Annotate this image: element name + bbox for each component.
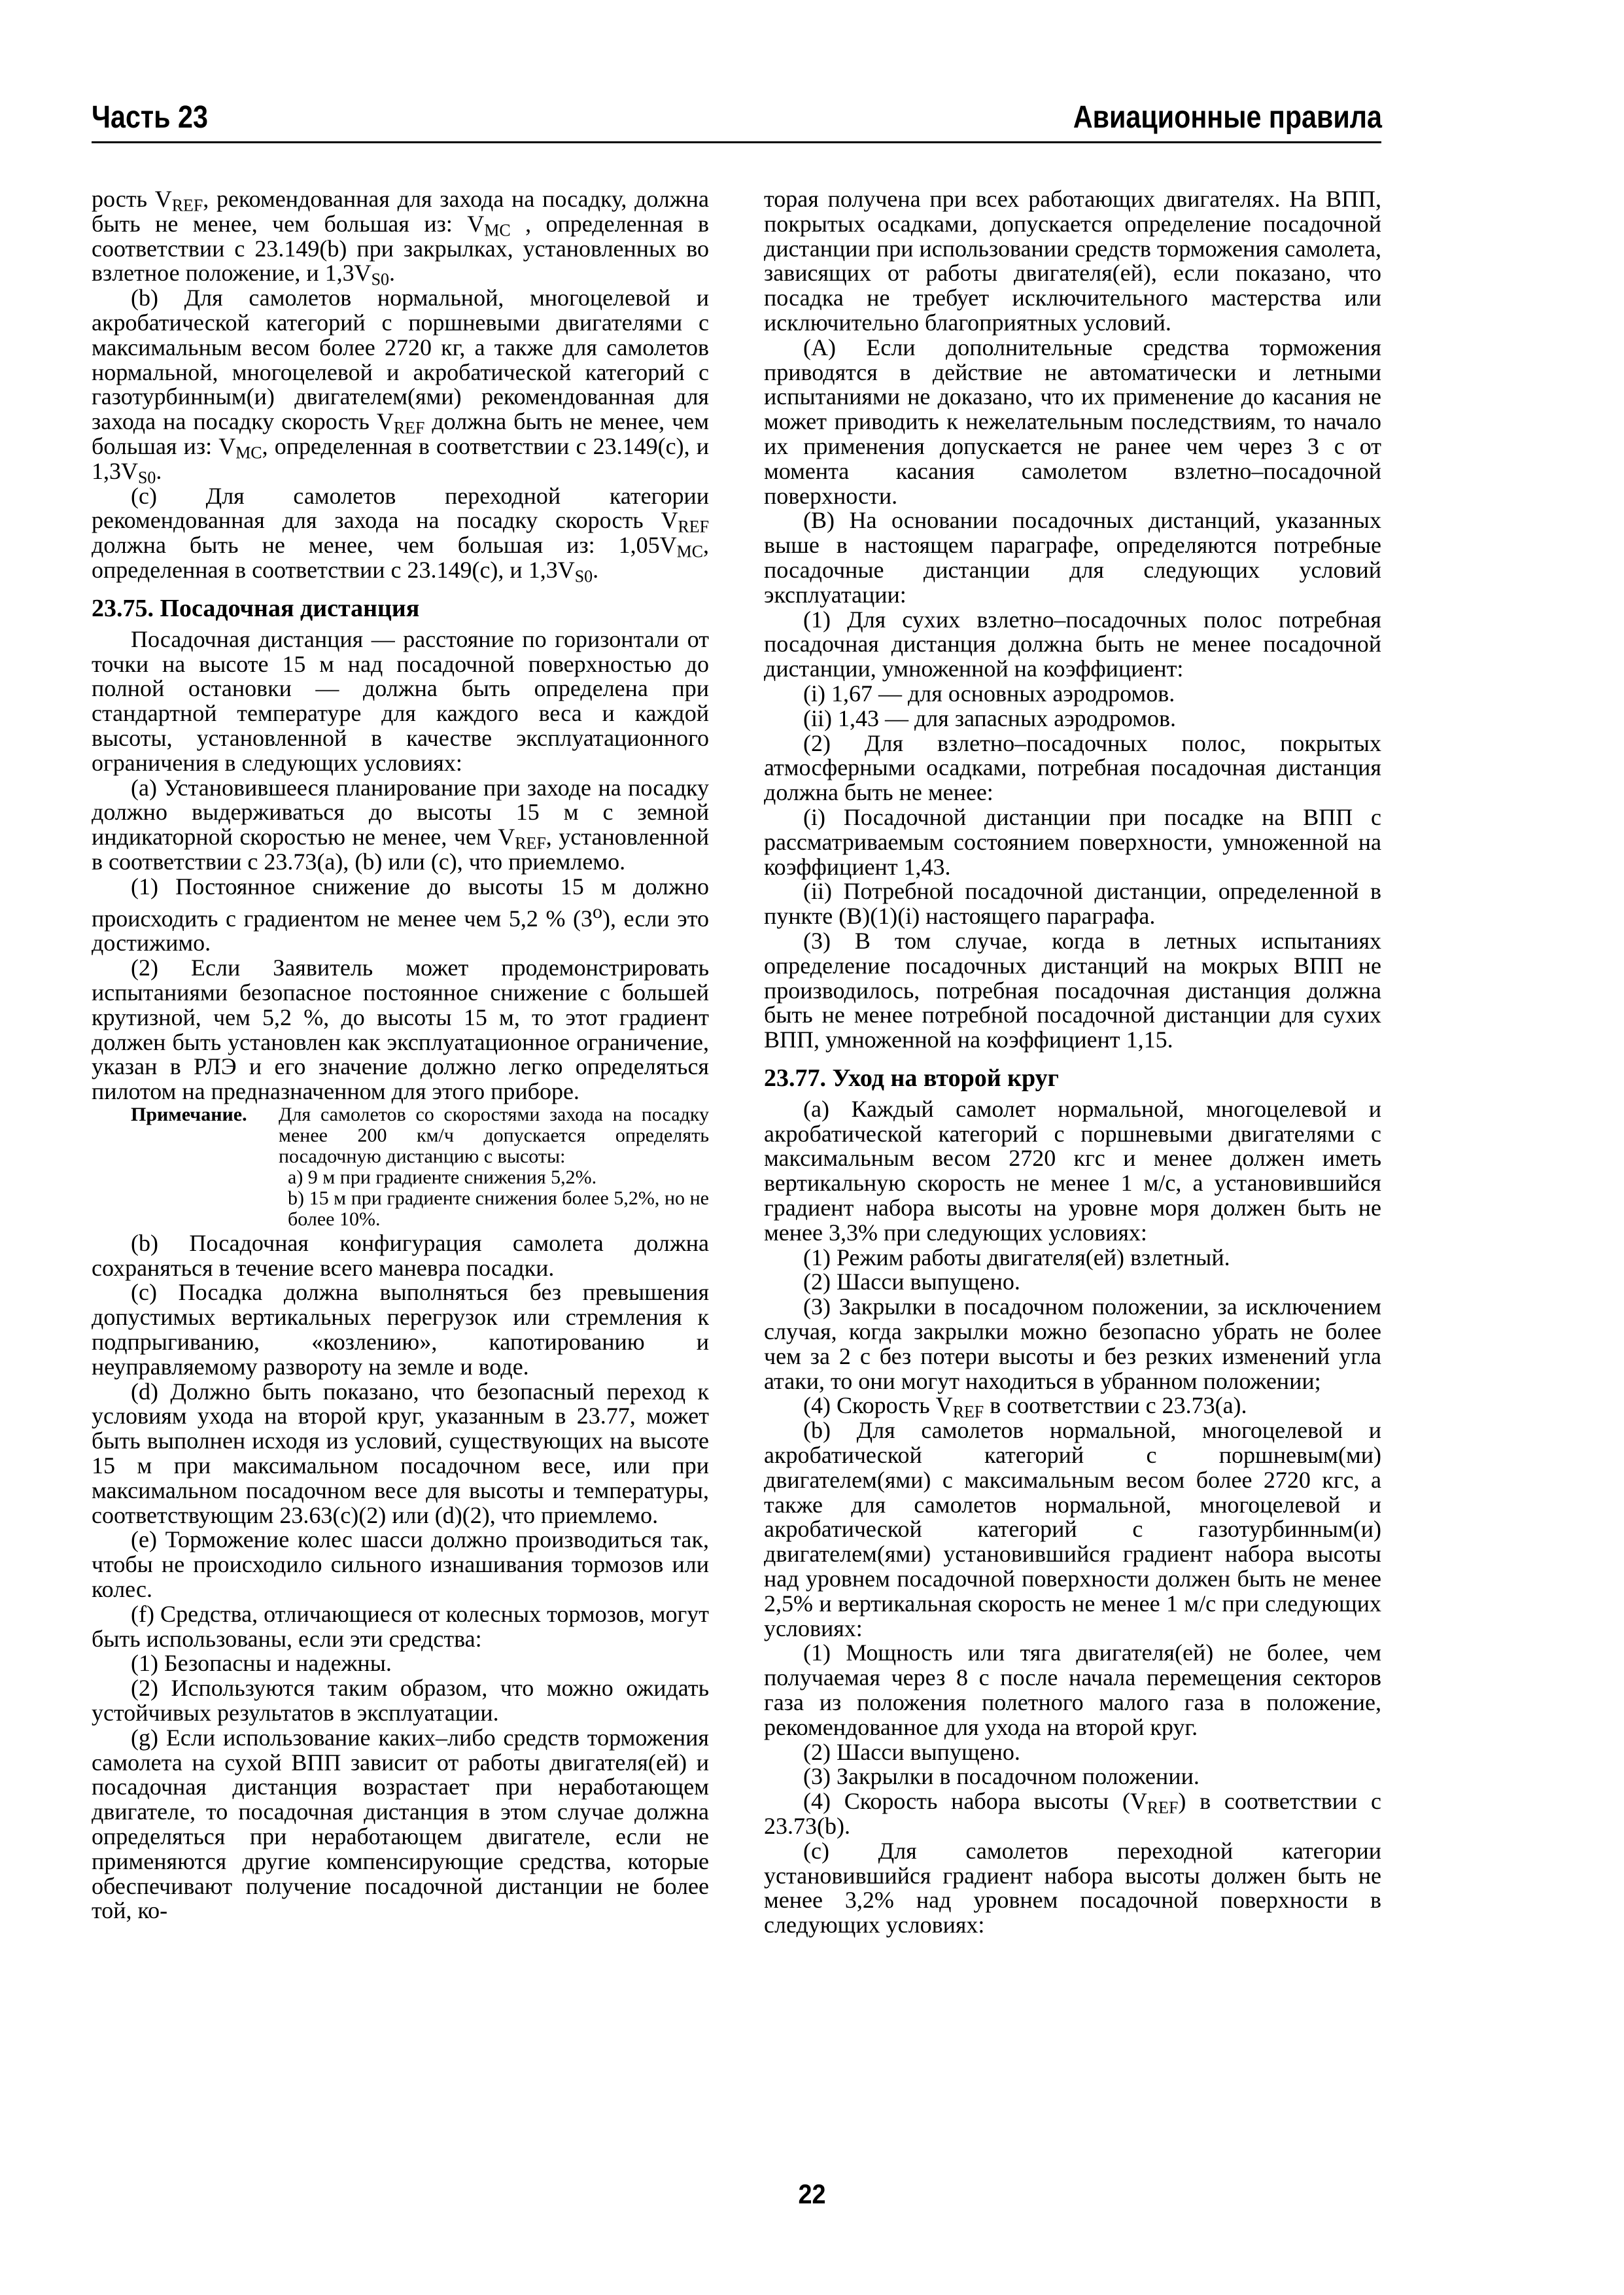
paragraph: (f) Средства, отличающиеся от колесных тормозов, могут быть использованы, если эти средства: xyxy=(92,1600,709,1652)
note-item: a) 9 м при градиенте снижения 5,2%. xyxy=(288,1166,597,1188)
paragraph: (b) Для самолетов нормальной, многоцелевой и акробатической категорий с поршневыми двигателями с максимальным весом более 2720 кг, а также для самолетов нормальной, многоцелевой и акробатической категорий с газотурбинным(и) двигателем(ями) рекомендованная для захода на посадку скорость $V_{REF}$ должна быть не менее, чем большая из: $V_{MC}$, определенная в соответствии с 23.149(с), и $1,3V_{S0}$. xyxy=(92,285,710,487)
paragraph: (2) Шасси выпущено. xyxy=(803,1738,1020,1765)
paragraph: (1) Мощность или тяга двигателя(ей) не более, чем получаемая через 8 с после начала перемещения секторов газа из положения полетного малого газа в положение, рекомендованное для ухода на второй круг. xyxy=(764,1639,1381,1740)
paragraph: (i) 1,67 — для основных аэродромов. xyxy=(803,680,1175,707)
section-heading-23-77: 23.77. Уход на второй круг xyxy=(764,1064,1059,1092)
paragraph: (1) Постоянное снижение до высоты 15 м должно происходить с градиентом не менее чем 5,2 % (3$^o$), если это достижимо. xyxy=(92,873,709,956)
paragraph: (2) Если Заявитель может продемонстрировать испытаниями безопасное постоянное снижение с большей крутизной, чем 5,2 %, до высоты 15 м, то этот градиент должен быть установлен как эксплуатационное ограничение, указан в РЛЭ и его значение должно легко определяться пилотом на предназначенном для этого приборе. xyxy=(92,955,709,1105)
paragraph: Посадочная дистанция — расстояние по горизонтали от точки на высоте 15 м над посадочной поверхностью до полной остановки — должна быть определена при стандартной температуре для каждого веса и каждой высоты, установленной в качестве эксплуатационного ограничения в следующих условиях: xyxy=(92,625,709,776)
paragraph: (4) Скорость набора высоты $(V_{REF})$ в соответствии с 23.73(b). xyxy=(764,1788,1382,1839)
section-heading-23-75: 23.75. Посадочная дистанция xyxy=(92,594,420,622)
note-text: Для самолетов со скоростями захода на посадку менее 200 км/ч допускается определять посадочную дистанцию с высоты: xyxy=(279,1103,709,1167)
note-label: Примечание. xyxy=(131,1103,247,1125)
paragraph: (2) Шасси выпущено. xyxy=(803,1269,1020,1295)
paragraph: (g) Если использование каких–либо средств торможения самолета на сухой ВПП зависит от работы двигателя(ей) и посадочная дистанция возрастает при неработающем двигателе, то посадочная дистанция в этом случае должна определяться при неработающем двигателе, если не применяются другие компенсирующие средства, которые обеспечивают получение посадочной дистанции не более той, ко- xyxy=(92,1724,709,1924)
paragraph: (ii) 1,43 — для запасных аэродромов. xyxy=(803,705,1177,731)
running-header-part: Часть 23 xyxy=(92,100,208,135)
paragraph: (3) Закрылки в посадочном положении. xyxy=(803,1763,1200,1790)
paragraph: (i) Посадочной дистанции при посадке на ВПП с рассматриваемым состоянием поверхности, умноженной на коэффициент 1,43. xyxy=(764,803,1381,880)
paragraph: (ii) Потребной посадочной дистанции, определенной в пункте (B)(1)(i) настоящего параграфа. xyxy=(764,878,1381,930)
left-column xyxy=(92,187,709,1923)
note-item: b) 15 м при градиенте снижения более 5,2%, но не более 10%. xyxy=(288,1187,709,1230)
paragraph: (2) Для взлетно–посадочных полос, покрытых атмосферными осадками, потребная посадочная дистанция должна быть не менее: xyxy=(764,729,1381,806)
paragraph: (a) Каждый самолет нормальной, многоцелевой и акробатической категорий с поршневыми двигателями с максимальным весом 2720 кгс и менее должен иметь вертикальную скорость не менее 1 м/с, а установившийся градиент набора высоты на уровне моря должен быть не менее 3,3% при следующих условиях: xyxy=(764,1095,1381,1246)
paragraph: (c) Посадка должна выполняться без превышения допустимых вертикальных перегрузок или стремления к подпрыгиванию, «козлению», капотированию и неуправляемому развороту на земле и воде. xyxy=(92,1279,709,1380)
paragraph: (b) Посадочная конфигурация самолета должна сохраняться в течение всего маневра посадки. xyxy=(92,1229,709,1281)
paragraph: (3) Закрылки в посадочном положении, за исключением случая, когда закрылки можно безопасно убрать не более чем за 2 с без потери высоты и без резких изменений угла атаки, то они могут находиться в убранном положении; xyxy=(764,1293,1381,1394)
paragraph: торая получена при всех работающих двигателях. На ВПП, покрытых осадками, допускается определение посадочной дистанции при использовании средств торможения самолета, зависящих от работы двигателя(ей), если показано, что посадка не требует исключительного мастерства или исключительно благоприятных условий. xyxy=(764,186,1381,336)
note-body xyxy=(279,1104,709,1230)
paragraph: (1) Для сухих взлетно–посадочных полос потребная посадочная дистанция должна быть не менее посадочной дистанции, умноженной на коэффициент: xyxy=(764,606,1381,682)
paragraph: (4) Скорость $V_{REF}$ в соответствии с 23.73(a). xyxy=(803,1392,1247,1422)
paragraph: (с) Для самолетов переходной категории рекомендованная для захода на посадку скорость $V_{REF}$ должна быть не менее, чем большая из: $1,05V_{MC}$, определенная в соответствии с 23.149(с), и $1,3V_{S0}$. xyxy=(92,482,709,586)
paragraph: (e) Торможение колес шасси должно производиться так, чтобы не происходило сильного изнашивания тормозов или колес. xyxy=(92,1526,709,1603)
paragraph: (1) Режим работы двигателя(ей) взлетный. xyxy=(803,1244,1230,1270)
note-block xyxy=(131,1104,709,1230)
page-number: 22 xyxy=(798,2179,826,2209)
paragraph: (a) Установившееся планирование при заходе на посадку должно выдерживаться до высоты 15 м с земной индикаторной скоростью не менее, чем $V_{REF}$, установленной в соответствии с 23.73(a), (b) или (с), что приемлемо. xyxy=(92,774,709,875)
paragraph: (3) В том случае, когда в летных испытаниях определение посадочных дистанций на мокрых ВПП не производилось, потребная посадочная дистанция должна быть не менее потребной посадочной дистанции для сухих ВПП, умноженной на коэффициент 1,15. xyxy=(764,927,1381,1053)
running-header-title: Авиационные правила xyxy=(1073,100,1382,135)
paragraph: (B) На основании посадочных дистанций, указанных выше в настоящем параграфе, определяются потребные посадочные дистанции для следующих условий эксплуатации: xyxy=(764,507,1381,608)
right-column xyxy=(764,187,1381,1938)
paragraph: (1) Безопасны и надежны. xyxy=(131,1650,392,1677)
paragraph: (c) Для самолетов переходной категории установившийся градиент набора высоты должен быть не менее 3,2% над уровнем посадочной поверхности в следующих условиях: xyxy=(764,1837,1381,1938)
paragraph: (A) Если дополнительные средства торможения приводятся в действие не автоматически и летными испытаниями не доказано, что их применение до касания не может приводить к нежелательным последствиям, то начало их применения допускается не ранее чем через 3 с от момента касания самолетом взлетно–посадочной поверхности. xyxy=(764,334,1381,509)
paragraph: (d) Должно быть показано, что безопасный переход к условиям ухода на второй круг, указанным в 23.77, может быть выполнен исходя из условий, существующих на высоте 15 м при максимальном посадочном весе, или при максимальном посадочном весе для высоты и температуры, соответствующим 23.63(c)(2) или (d)(2), что приемлемо. xyxy=(92,1378,709,1528)
paragraph: рость $V_{REF}$, рекомендованная для захода на посадку, должна быть не менее, чем большая из: $V_{MC}$ , определенная в соответствии с 23.149(b) при закрылках, установленных во взлетное положение, и $1,3V_{S0}$. xyxy=(92,186,710,289)
paragraph: (2) Используются таким образом, что можно ожидать устойчивых результатов в эксплуатации. xyxy=(92,1675,709,1726)
header-rule xyxy=(92,141,1381,143)
paragraph: (b) Для самолетов нормальной, многоцелевой и акробатической категорий с поршневым(ми) двигателем(ями) с максимальным весом более 2720 кгс, а также для самолетов нормальной, многоцелевой и акробатической категорий с газотурбинным(и) двигателем(ями) установившийся градиент набора высоты над уровнем посадочной поверхности должен быть не менее 2,5% и вертикальная скорость не менее 1 м/с при следующих условиях: xyxy=(764,1417,1381,1641)
